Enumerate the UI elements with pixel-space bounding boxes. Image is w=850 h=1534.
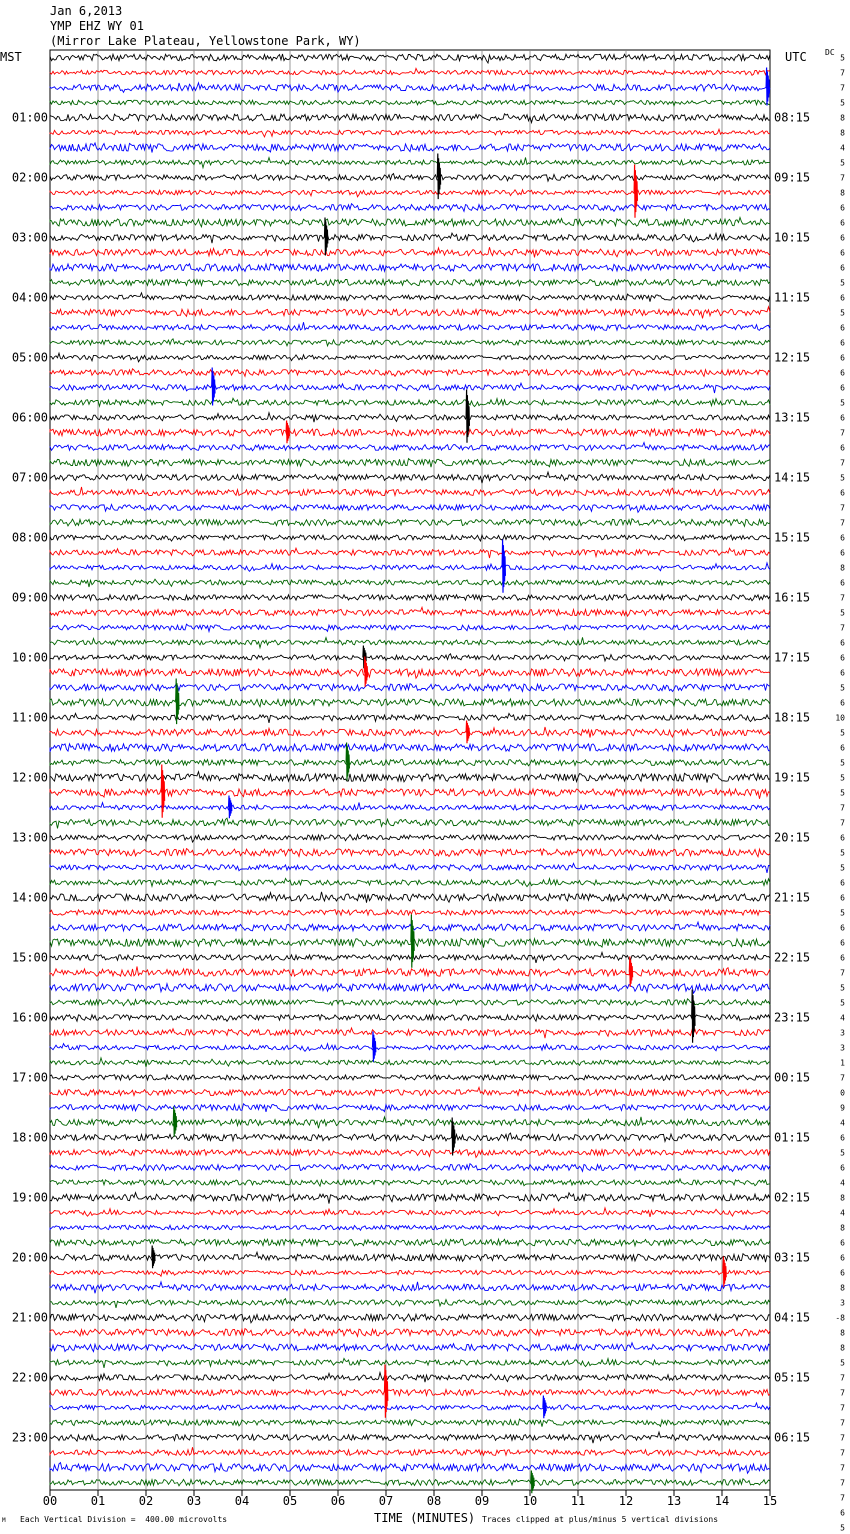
dc-offset-label: 7 (840, 173, 845, 183)
dc-offset-label: 5 (840, 608, 845, 618)
trace-line (50, 789, 770, 799)
event-spike (346, 743, 349, 781)
dc-offset-label: 7 (840, 818, 845, 828)
dc-offset-label: 6 (840, 1238, 845, 1248)
mst-hour-label: 03:00 (11, 230, 48, 245)
dc-offset-label: 6 (840, 743, 845, 753)
mst-hour-label: 08:00 (11, 530, 48, 545)
dc-offset-label: 9 (840, 1103, 845, 1113)
trace-line (50, 1179, 770, 1186)
dc-offset-label: 8 (840, 1193, 845, 1203)
trace-line (50, 535, 770, 541)
trace-line (50, 595, 770, 601)
x-tick-label: 02 (138, 1494, 154, 1508)
header-date: Jan 6,2013 (50, 4, 123, 18)
trace-line (50, 218, 770, 227)
trace-line (50, 1058, 770, 1067)
dc-offset-label: 7 (840, 1478, 845, 1488)
trace-line (50, 1314, 770, 1323)
dc-offset-label: 0 (840, 1088, 845, 1098)
dc-offset-label: 7 (840, 503, 845, 513)
x-tick-label: 01 (90, 1494, 106, 1508)
trace-line (50, 369, 770, 377)
trace-line (50, 922, 770, 931)
x-tick-label: 12 (618, 1494, 634, 1508)
dc-offset-label: 3 (840, 1043, 845, 1053)
dc-offset-label: 6 (840, 1268, 845, 1278)
dc-offset-label: 8 (840, 113, 845, 123)
trace-line (50, 68, 770, 75)
dc-offset-label: 6 (840, 488, 845, 498)
event-spike (229, 796, 232, 819)
mst-hour-label: 15:00 (11, 950, 48, 965)
dc-offset-label: 8 (840, 1283, 845, 1293)
dc-offset-label: 5 (840, 308, 845, 318)
dc-offset-label: 7 (840, 623, 845, 633)
trace-line (50, 264, 770, 272)
x-tick-label: 04 (234, 1494, 250, 1508)
corner-mark: M (2, 1517, 6, 1524)
event-spike (364, 657, 367, 687)
utc-hour-label: 10:15 (774, 230, 811, 245)
event-spike (161, 765, 164, 818)
dc-offset-label: 7 (840, 1388, 845, 1398)
event-spike (629, 957, 632, 987)
dc-offset-label: 6 (840, 893, 845, 903)
dc-offset-label: 6 (840, 413, 845, 423)
dc-offset-label: 6 (840, 668, 845, 678)
dc-offset-label: 5 (840, 758, 845, 768)
mst-hour-label: 02:00 (11, 170, 48, 185)
x-tick-label: 09 (474, 1494, 490, 1508)
trace-line (50, 654, 770, 661)
trace-line (50, 158, 770, 168)
utc-hour-label: 05:15 (774, 1370, 811, 1385)
trace-line (50, 1343, 770, 1352)
trace-line (50, 322, 770, 330)
trace-line (50, 1282, 770, 1294)
dc-offset-label: 8 (840, 188, 845, 198)
x-tick-label: 13 (666, 1494, 682, 1508)
x-tick-label: 14 (714, 1494, 730, 1508)
dc-offset-label: 6 (840, 203, 845, 213)
utc-hour-label: 06:15 (774, 1430, 811, 1445)
dc-label: DC (825, 48, 835, 57)
trace-line (50, 279, 770, 285)
dc-offset-label: 6 (840, 443, 845, 453)
mst-hour-label: 20:00 (11, 1250, 48, 1265)
dc-offset-label: 6 (840, 533, 845, 543)
dc-offset-label: 6 (840, 218, 845, 228)
trace-line (50, 1208, 770, 1217)
x-tick-label: 10 (522, 1494, 538, 1508)
x-tick-label: 08 (426, 1494, 442, 1508)
event-spike (502, 540, 505, 593)
trace-line (50, 1239, 770, 1246)
trace-line (50, 1390, 770, 1396)
trace-line (50, 293, 770, 302)
utc-hour-label: 20:15 (774, 830, 811, 845)
trace-line (50, 835, 770, 843)
event-spike (466, 721, 469, 744)
dc-offset-label: 5 (840, 158, 845, 168)
trace-line (50, 818, 770, 828)
mst-hour-label: 11:00 (11, 710, 48, 725)
trace-line (50, 637, 770, 647)
dc-offset-label: 6 (840, 548, 845, 558)
utc-hour-label: 08:15 (774, 110, 811, 125)
mst-hour-label: 07:00 (11, 470, 48, 485)
utc-hour-label: 14:15 (774, 470, 811, 485)
trace-line (50, 1419, 770, 1427)
trace-line (50, 353, 770, 362)
event-spike (723, 1257, 726, 1287)
trace-line (50, 1225, 770, 1231)
trace-line (50, 548, 770, 558)
trace-line (50, 472, 770, 483)
trace-line (50, 1270, 770, 1276)
dc-offset-label: 4 (840, 1013, 845, 1023)
dc-offset-label: 5 (840, 788, 845, 798)
utc-hour-label: 03:15 (774, 1250, 811, 1265)
x-tick-label: 06 (330, 1494, 346, 1508)
event-spike (437, 154, 440, 200)
event-spike (466, 390, 469, 443)
dc-offset-label: 8 (840, 128, 845, 138)
trace-line (50, 744, 770, 752)
trace-line (50, 1015, 770, 1022)
trace-line (50, 487, 770, 496)
trace-line (50, 624, 770, 631)
dc-offset-label: 7 (840, 428, 845, 438)
trace-line (50, 938, 770, 947)
trace-line (50, 247, 770, 257)
mst-hour-label: 17:00 (11, 1070, 48, 1085)
dc-offset-label: 6 (840, 923, 845, 933)
dc-offset-label: 6 (840, 263, 845, 273)
mst-hour-label: 22:00 (11, 1370, 48, 1385)
trace-line (50, 114, 770, 123)
dc-offset-label: 4 (840, 143, 845, 153)
dc-offset-label: 1 (840, 1058, 845, 1068)
trace-line (50, 519, 770, 527)
dc-offset-label: 6 (840, 698, 845, 708)
trace-line (50, 174, 770, 182)
dc-offset-label: 7 (840, 83, 845, 93)
dc-offset-label: 4 (840, 1178, 845, 1188)
dc-offset-label: 5 (840, 473, 845, 483)
trace-line (50, 204, 770, 212)
dc-offset-label: 6 (840, 383, 845, 393)
utc-hour-label: 21:15 (774, 890, 811, 905)
utc-hour-label: 00:15 (774, 1070, 811, 1085)
trace-line (50, 443, 770, 451)
utc-hour-label: 22:15 (774, 950, 811, 965)
event-spike (411, 915, 414, 968)
dc-offset-label: 7 (840, 68, 845, 78)
mst-hour-label: 13:00 (11, 830, 48, 845)
trace-line (50, 967, 770, 977)
trace-line (50, 1403, 770, 1411)
dc-offset-label: 8 (840, 563, 845, 573)
dc-offset-label: 5 (840, 278, 845, 288)
dc-offset-label: 6 (840, 248, 845, 258)
dc-offset-label: 5 (840, 1358, 845, 1368)
utc-hour-label: 17:15 (774, 650, 811, 665)
trace-line (50, 863, 770, 873)
trace-line (50, 713, 770, 723)
trace-line (50, 339, 770, 346)
mst-hour-label: 09:00 (11, 590, 48, 605)
dc-offset-label: 5 (840, 848, 845, 858)
trace-line (50, 505, 770, 513)
utc-hour-label: 19:15 (774, 770, 811, 785)
trace-line (50, 1432, 770, 1443)
utc-hour-label: 04:15 (774, 1310, 811, 1325)
dc-offset-label: 8 (840, 1223, 845, 1233)
trace-line (50, 984, 770, 994)
dc-offset-label: 3 (840, 1028, 845, 1038)
dc-offset-label: 6 (840, 323, 845, 333)
mst-hour-label: 10:00 (11, 650, 48, 665)
mst-hour-label: 05:00 (11, 350, 48, 365)
trace-line (50, 100, 770, 106)
event-spike (176, 679, 179, 725)
dc-offset-label: 5 (840, 983, 845, 993)
dc-offset-label: 8 (840, 1343, 845, 1353)
event-spike (692, 990, 695, 1043)
trace-line (50, 1193, 770, 1204)
trace-line (50, 143, 770, 153)
trace-line (50, 1044, 770, 1052)
dc-offset-label: 5 (840, 908, 845, 918)
utc-hour-label: 11:15 (774, 290, 811, 305)
header-location: (Mirror Lake Plateau, Yellowstone Park, WY) (50, 34, 361, 48)
clip-note: Traces clipped at plus/minus 5 vertical divisions (482, 1515, 719, 1524)
header-station: YMP EHZ WY 01 (50, 19, 144, 33)
dc-offset-label: 6 (840, 578, 845, 588)
trace-line (50, 1463, 770, 1474)
event-spike (766, 68, 769, 106)
trace-line (50, 1149, 770, 1157)
trace-line (50, 1329, 770, 1337)
dc-offset-label: 5 (840, 773, 845, 783)
trace-line (50, 398, 770, 406)
event-spike (634, 165, 637, 218)
trace-line (50, 760, 770, 766)
trace-line (50, 1299, 770, 1308)
trace-line (50, 699, 770, 707)
dc-offset-label: 6 (840, 1133, 845, 1143)
dc-offset-label: 3 (840, 1298, 845, 1308)
dc-offset-label: 7 (840, 1373, 845, 1383)
trace-line (50, 952, 770, 963)
x-tick-label: 03 (186, 1494, 202, 1508)
dc-offset-label: 5 (840, 1523, 845, 1533)
dc-offset-label: 6 (840, 1163, 845, 1173)
trace-line (50, 803, 770, 811)
dc-offset-label: 7 (840, 1073, 845, 1083)
trace-line (50, 83, 770, 93)
trace-line (50, 1358, 770, 1368)
dc-offset-label: -8 (835, 1313, 845, 1323)
dc-offset-label: 8 (840, 1328, 845, 1338)
trace-line (50, 878, 770, 886)
dc-offset-label: 7 (840, 1403, 845, 1413)
dc-offset-label: 6 (840, 368, 845, 378)
mst-hour-label: 14:00 (11, 890, 48, 905)
event-spike (152, 1246, 155, 1269)
utc-hour-label: 16:15 (774, 590, 811, 605)
event-spike (325, 218, 328, 256)
dc-offset-label: 5 (840, 53, 845, 63)
dc-offset-label: 6 (840, 1253, 845, 1263)
dc-offset-label: 6 (840, 638, 845, 648)
trace-line (50, 190, 770, 197)
dc-offset-label: 6 (840, 293, 845, 303)
mst-hour-label: 23:00 (11, 1430, 48, 1445)
dc-offset-label: 6 (840, 653, 845, 663)
trace-line (50, 429, 770, 436)
dc-offset-label: 7 (840, 593, 845, 603)
right-timezone-label: UTC (785, 50, 807, 64)
trace-line (50, 1479, 770, 1486)
dc-offset-label: 6 (840, 878, 845, 888)
dc-offset-label: 6 (840, 953, 845, 963)
dc-offset-label: 7 (840, 1493, 845, 1503)
dc-offset-label: 6 (840, 938, 845, 948)
dc-offset-label: 7 (840, 968, 845, 978)
mst-hour-label: 16:00 (11, 1010, 48, 1025)
trace-line (50, 307, 770, 319)
trace-line (50, 233, 770, 243)
trace-line (50, 1373, 770, 1383)
trace-line (50, 383, 770, 393)
trace-line (50, 1075, 770, 1081)
event-spike (543, 1396, 546, 1419)
mst-hour-label: 21:00 (11, 1310, 48, 1325)
event-spike (373, 1032, 376, 1062)
dc-offset-label: 7 (840, 1448, 845, 1458)
dc-offset-label: 6 (840, 233, 845, 243)
x-tick-label: 11 (570, 1494, 586, 1508)
event-spike (286, 421, 289, 444)
trace-line (50, 999, 770, 1006)
dc-offset-label: 5 (840, 998, 845, 1008)
trace-line (50, 1252, 770, 1262)
utc-hour-label: 15:15 (774, 530, 811, 545)
dc-offset-label: 6 (840, 833, 845, 843)
dc-offset-label: 7 (840, 1418, 845, 1428)
dc-offset-label: 5 (840, 398, 845, 408)
utc-hour-label: 01:15 (774, 1130, 811, 1145)
left-timezone-label: MST (0, 50, 22, 64)
utc-hour-label: 12:15 (774, 350, 811, 365)
trace-line (50, 684, 770, 692)
utc-hour-label: 09:15 (774, 170, 811, 185)
dc-offset-label: 5 (840, 1148, 845, 1158)
trace-line (50, 892, 770, 903)
dc-offset-label: 6 (840, 1508, 845, 1518)
dc-offset-label: 5 (840, 683, 845, 693)
trace-line (50, 669, 770, 678)
dc-offset-label: 5 (840, 98, 845, 108)
trace-line (50, 563, 770, 571)
mst-hour-label: 06:00 (11, 410, 48, 425)
plot-header (50, 4, 361, 49)
trace-line (50, 727, 770, 738)
mst-hour-label: 01:00 (11, 110, 48, 125)
trace-line (50, 849, 770, 857)
trace-line (50, 1117, 770, 1129)
utc-hour-label: 18:15 (774, 710, 811, 725)
dc-offset-label: 6 (840, 338, 845, 348)
mst-hour-label: 04:00 (11, 290, 48, 305)
trace-line (50, 1028, 770, 1038)
event-spike (173, 1107, 176, 1137)
dc-offset-label: 7 (840, 518, 845, 528)
dc-offset-label: 10 (835, 713, 845, 723)
x-tick-label: 00 (42, 1494, 58, 1508)
scale-note: Each Vertical Division = 400.00 microvolts (20, 1515, 228, 1524)
event-spike (452, 1118, 455, 1156)
utc-hour-label: 02:15 (774, 1190, 811, 1205)
trace-line (50, 1133, 770, 1141)
trace-line (50, 607, 770, 616)
dc-offset-label: 7 (840, 803, 845, 813)
utc-hour-label: 13:15 (774, 410, 811, 425)
dc-offset-label: 6 (840, 353, 845, 363)
trace-line (50, 910, 770, 916)
trace-line (50, 459, 770, 468)
mst-hour-label: 18:00 (11, 1130, 48, 1145)
trace-line (50, 579, 770, 587)
x-tick-label: 05 (282, 1494, 298, 1508)
trace-line (50, 129, 770, 137)
dc-offset-label: 4 (840, 1208, 845, 1218)
mst-hour-label: 12:00 (11, 770, 48, 785)
utc-hour-label: 23:15 (774, 1010, 811, 1025)
trace-line (50, 772, 770, 783)
dc-offset-label: 7 (840, 458, 845, 468)
trace-line (50, 1164, 770, 1172)
trace-line (50, 1087, 770, 1096)
trace-line (50, 1447, 770, 1456)
dc-offset-label: 5 (840, 863, 845, 873)
x-tick-label: 15 (762, 1494, 778, 1508)
mst-hour-label: 19:00 (11, 1190, 48, 1205)
dc-offset-label: 4 (840, 1118, 845, 1128)
dc-offset-label: 5 (840, 728, 845, 738)
x-axis-title: TIME (MINUTES) (374, 1511, 476, 1525)
dc-offset-label: 7 (840, 1433, 845, 1443)
x-tick-label: 07 (378, 1494, 394, 1508)
event-spike (385, 1365, 388, 1418)
dc-offset-label: 7 (840, 1463, 845, 1473)
trace-line (50, 413, 770, 422)
trace-line (50, 1104, 770, 1112)
trace-line (50, 54, 770, 63)
